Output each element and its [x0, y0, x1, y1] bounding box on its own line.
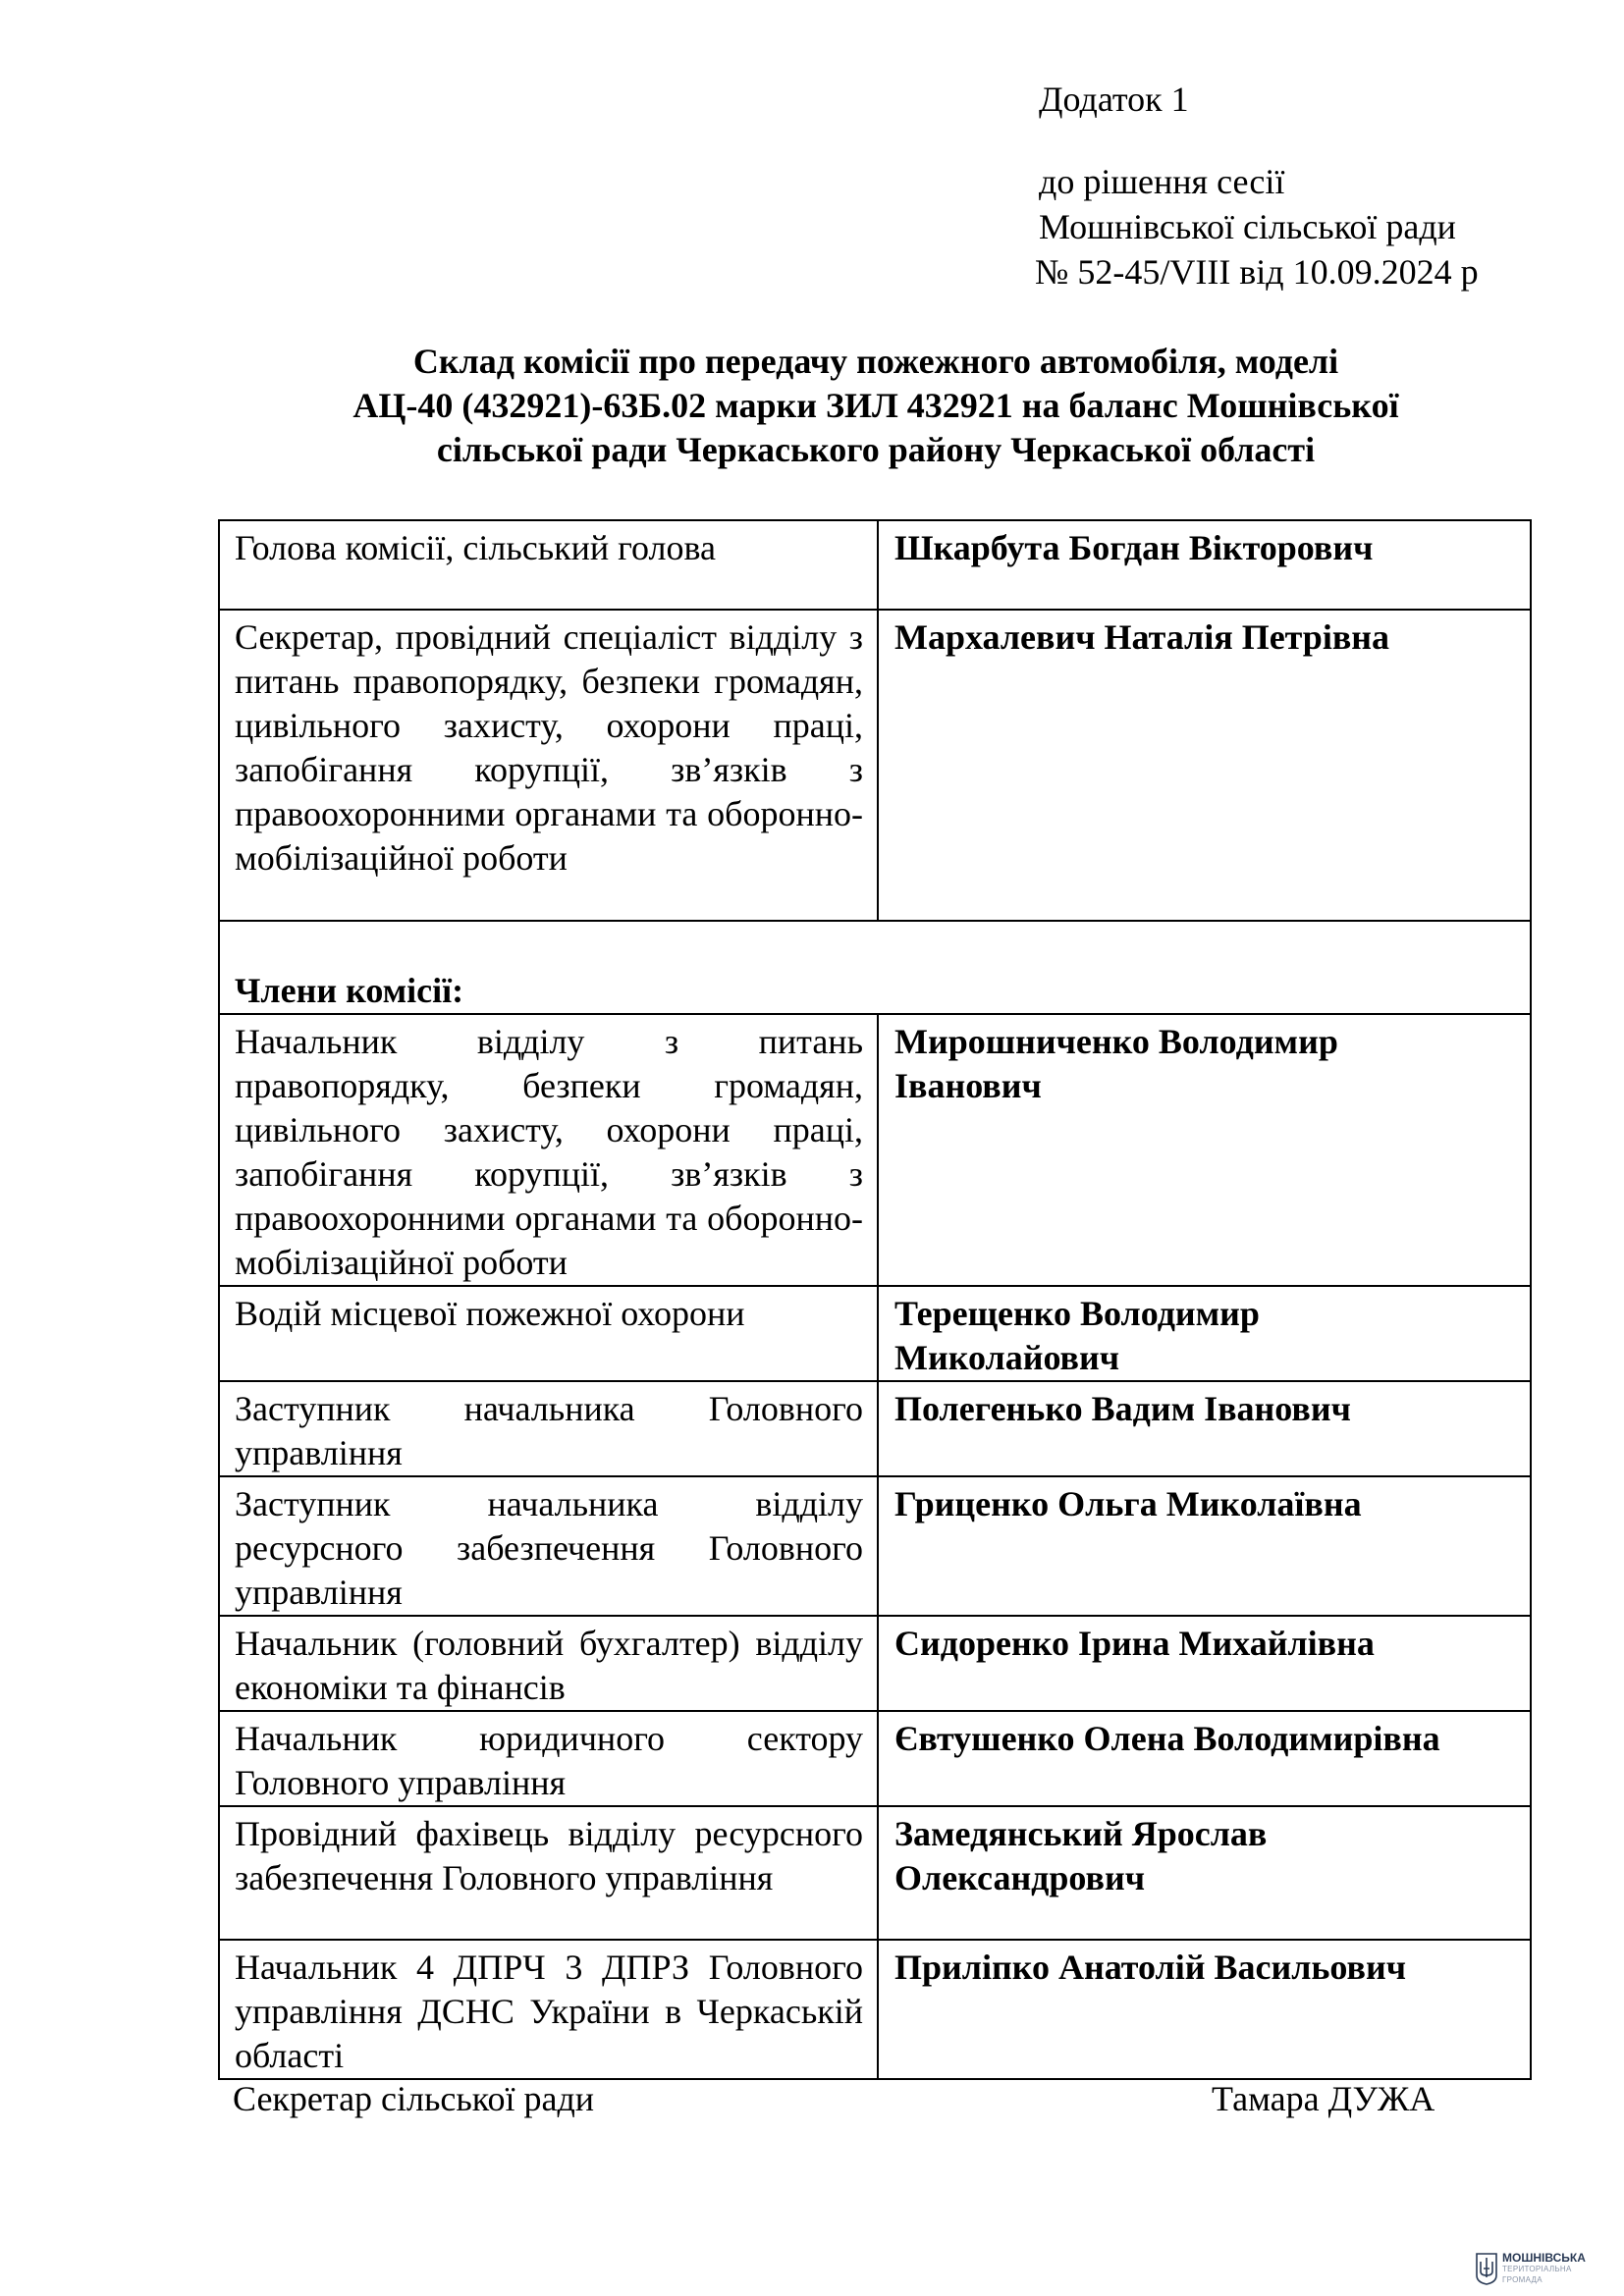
appendix-label: Додаток 1	[1039, 80, 1189, 119]
name-second-line: Олександрович	[894, 1858, 1146, 1897]
name-cell: Полегенько Вадим Іванович	[878, 1381, 1531, 1476]
name-cell: Євтушенко Олена Володимирівна	[878, 1711, 1531, 1806]
logo-subtitle-1: ТЕРИТОРІАЛЬНА	[1502, 2264, 1572, 2273]
name-second-line: Миколайович	[894, 1338, 1120, 1377]
logo-title: МОШНІВСЬКА	[1502, 2250, 1586, 2265]
name-cell: Мархалевич Наталія Петрівна	[878, 610, 1531, 921]
name-cell: Шкарбута Богдан Вікторович	[878, 520, 1531, 610]
name-cell: Сидоренко Ірина Михайлівна	[878, 1616, 1531, 1711]
commission-table	[218, 519, 1532, 2080]
decision-number: № 52-45/VIII від 10.09.2024 р	[1035, 252, 1479, 292]
name-second-line: Іванович	[894, 1066, 1042, 1105]
decision-line: до рішення сесії	[1039, 162, 1285, 201]
council-line: Мошнівської сільської ради	[1039, 207, 1456, 246]
name-first-line: Терещенко Володимир	[894, 1294, 1260, 1333]
role-cell: Заступник начальника відділу ресурсного забезпечення Головного управління	[219, 1476, 878, 1616]
members-label: Члени комісії:	[219, 921, 1531, 1014]
role-cell: Начальник 4 ДПРЧ 3 ДПРЗ Головного управління ДСНС України в Черкаській області	[219, 1940, 878, 2079]
name-first-line: Замедянський Ярослав	[894, 1814, 1268, 1853]
table-row	[219, 520, 1531, 610]
appendix-header	[1035, 77, 1479, 294]
table-row	[219, 1014, 1531, 1286]
title-line-3: сільської ради Черкаського району Черкаської області	[436, 430, 1316, 469]
name-cell	[878, 1286, 1531, 1381]
table-row	[219, 1940, 1531, 2079]
role-cell: Начальник (головний бухгалтер) відділу економіки та фінансів	[219, 1616, 878, 1711]
community-logo	[1475, 2252, 1586, 2285]
table-row	[219, 1476, 1531, 1616]
name-cell: Приліпко Анатолій Васильович	[878, 1940, 1531, 2079]
table-row	[219, 1806, 1531, 1940]
logo-subtitle-2: ГРОМАДА	[1502, 2274, 1543, 2284]
table-row	[219, 1616, 1531, 1711]
table-row	[219, 1381, 1531, 1476]
signature-name: Тамара ДУЖА	[1212, 2079, 1435, 2118]
table-row	[219, 1711, 1531, 1806]
name-cell: Гриценко Ольга Миколаївна	[878, 1476, 1531, 1616]
role-cell: Водій місцевої пожежної охорони	[219, 1286, 878, 1381]
signature-position: Секретар сільської ради	[233, 2079, 595, 2118]
role-cell: Начальник відділу з питань правопорядку, безпеки громадян, цивільного захисту, охорони праці, запобігання корупції, зв’язків з правоохоронними органами та оборонно-мобілізаційної роботи	[219, 1014, 878, 1286]
trident-emblem-icon	[1475, 2252, 1498, 2285]
name-first-line: Мирошниченко Володимир	[894, 1022, 1338, 1061]
table-row	[219, 921, 1531, 1014]
role-cell: Провідний фахівець відділу ресурсного забезпечення Головного управління	[219, 1806, 878, 1940]
role-cell: Секретар, провідний спеціаліст відділу з питань правопорядку, безпеки громадян, цивільного захисту, охорони праці, запобігання корупції, зв’язків з правоохоронними органами та оборонно-мобілізаційної роботи	[219, 610, 878, 921]
name-cell	[878, 1014, 1531, 1286]
title-line-2: АЦ-40 (432921)-63Б.02 марки ЗИЛ 432921 на баланс Мошнівської	[352, 386, 1399, 425]
name-cell	[878, 1806, 1531, 1940]
table-row	[219, 1286, 1531, 1381]
role-cell: Голова комісії, сільський голова	[219, 520, 878, 610]
role-cell: Заступник начальника Головного управління	[219, 1381, 878, 1476]
document-title	[218, 340, 1534, 472]
table-row	[219, 610, 1531, 921]
title-line-1: Склад комісії про передачу пожежного автомобіля, моделі	[412, 342, 1339, 381]
role-cell: Начальник юридичного сектору Головного управління	[219, 1711, 878, 1806]
